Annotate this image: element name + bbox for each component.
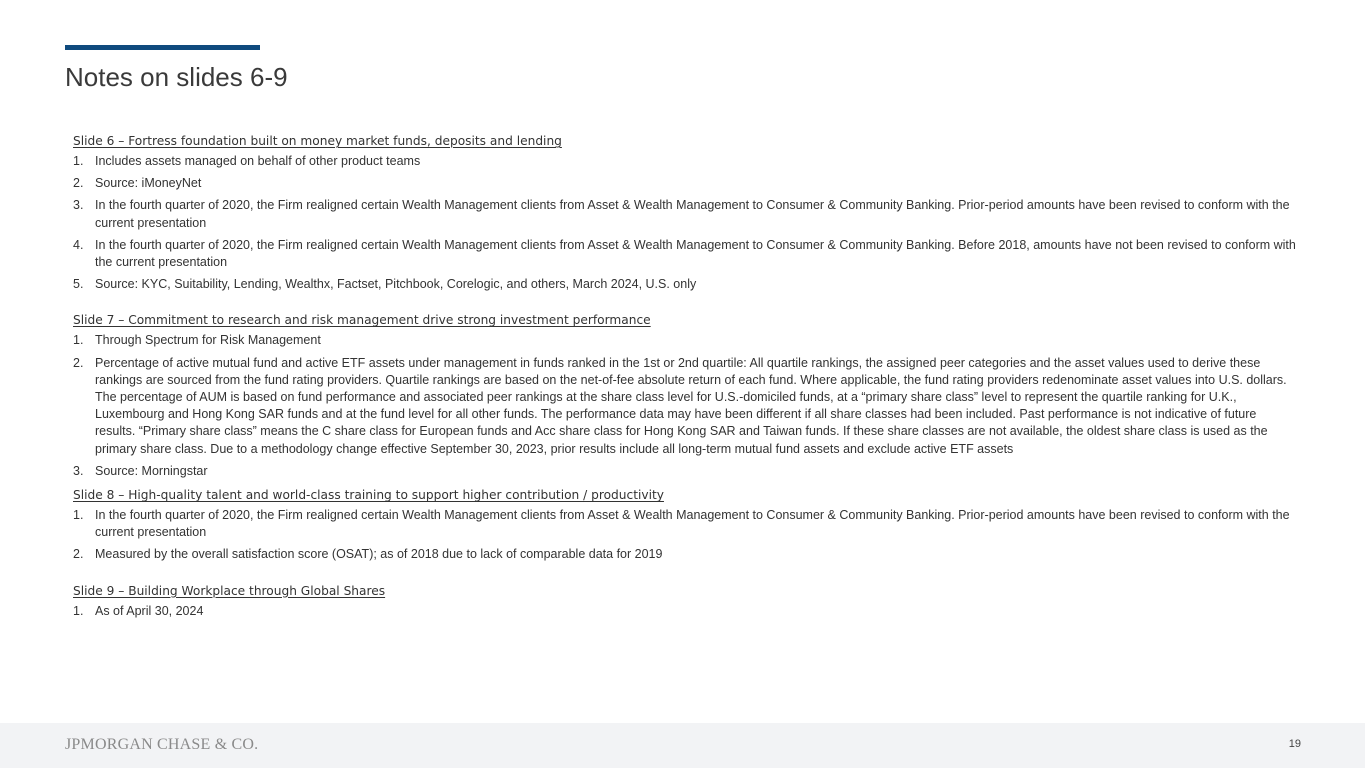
section-heading: Slide 8 – High-quality talent and world-class training to support higher contribution / productivity [73,488,664,503]
note-list [73,153,1298,293]
note-number: 3. [73,198,84,213]
note-list [73,507,1298,564]
note-number: 1. [73,508,84,523]
page-number: 19 [1288,738,1301,750]
notes-section-slide-6 [73,133,1298,293]
list-item [73,463,1298,480]
list-item [73,603,1298,620]
note-text: In the fourth quarter of 2020, the Firm realigned certain Wealth Management clients from Asset & Wealth Management to Consumer & Community Banking. Prior-period amounts have been revised to conform with the current presentation [95,198,1290,230]
note-number: 1. [73,154,84,168]
notes-section-slide-7 [73,312,1298,480]
list-item [73,546,1298,563]
note-text: Source: KYC, Suitability, Lending, Wealthx, Factset, Pitchbook, Corelogic, and others, March 2024, U.S. only [95,277,697,292]
list-item [73,197,1298,231]
footer [0,723,1365,768]
note-number: 4. [73,237,84,252]
note-text: Measured by the overall satisfaction score (OSAT); as of 2018 due to lack of comparable data for 2019 [95,547,663,562]
section-heading: Slide 6 – Fortress foundation built on money market funds, deposits and lending [73,134,562,148]
company-logo: JPMORGAN CHASE & CO. [65,736,259,753]
note-number: 2. [73,176,84,191]
list-item [73,355,1298,458]
note-list [73,332,1298,480]
list-item [73,175,1298,192]
note-text: In the fourth quarter of 2020, the Firm realigned certain Wealth Management clients from Asset & Wealth Management to Consumer & Community Banking. Prior-period amounts have been revised to conform with the current presentation [95,508,1290,540]
note-number: 1. [73,333,84,348]
notes-container [73,133,1298,625]
title-accent-bar [65,45,260,50]
notes-section-slide-8 [73,487,1298,564]
section-heading: Slide 9 – Building Workplace through Global Shares [73,583,386,598]
note-number: 3. [73,463,84,478]
note-text: Includes assets managed on behalf of other product teams [95,154,421,168]
list-item [73,237,1298,271]
note-number: 2. [73,355,84,370]
note-text: Percentage of active mutual fund and active ETF assets under management in funds ranked in the 1st or 2nd quartile: All quartile rankings, the assigned peer categories and the asset values used to derive these rankings are sourced from the fund rating providers. Quartile rankings are based on the net-of-fee absolute return of each fund. Where applicable, the fund rating providers redenominate asset values into U.S. dollars. The percentage of AUM is based on fund performance and associated peer rankings at the share class level for U.S.-domiciled funds, at a “primary share class” level to represent the quartile ranking for U.K., Luxembourg and Hong Kong SAR funds and at the fund level for all other funds. The performance data may have been different if all share classes had been included. Past performance is not indicative of future results. “Primary share class” means the C share class for European funds and Acc share class for Hong Kong SAR and Taiwan funds. If these share classes are not available, the oldest share class is used as the primary share class. Due to a methodology change effective September 30, 2023, prior results include all long-term mutual fund assets and exclude active ETF assets [95,355,1287,456]
note-text: As of April 30, 2024 [95,603,204,618]
list-item [73,276,1298,293]
note-number: 5. [73,277,84,292]
list-item [73,507,1298,541]
note-text: In the fourth quarter of 2020, the Firm realigned certain Wealth Management clients from Asset & Wealth Management to Consumer & Community Banking. Before 2018, amounts have not been revised to conform with the current presentation [95,237,1296,270]
note-list [73,603,1298,620]
notes-section-slide-9 [73,583,1298,620]
section-heading: Slide 7 – Commitment to research and risk management drive strong investment performance [73,313,651,328]
note-number: 2. [73,547,84,562]
note-text: Source: iMoneyNet [95,176,202,191]
page-title: Notes on slides 6-9 [65,62,288,92]
note-number: 1. [73,603,84,618]
list-item [73,332,1298,349]
list-item [73,153,1298,170]
note-text: Through Spectrum for Risk Management [95,333,321,348]
note-text: Source: Morningstar [95,463,208,478]
